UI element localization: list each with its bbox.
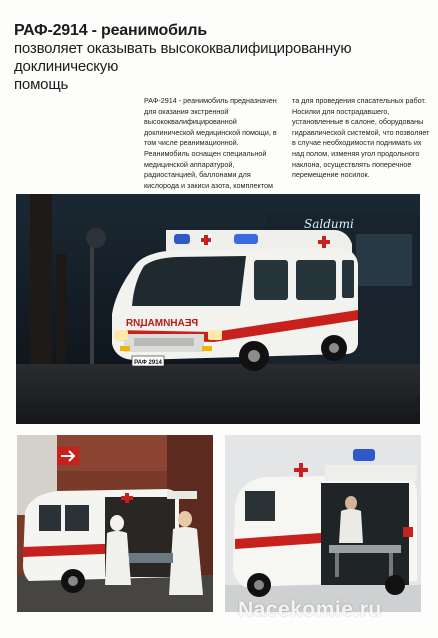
body-column-2	[292, 96, 432, 181]
watermark: Nacekomie.ru	[238, 598, 382, 621]
license-plate: РАФ 2914	[134, 360, 162, 366]
headline-line-3: помощь	[14, 76, 69, 93]
body-text-1: РАФ-2914 - реанимобиль предназначен для оказания экстренной высококвалифицированной доклинической медицинской помощи, в том числе реанимационной. Реанимобиль оснащен специальной медицинской аппаратурой, радиостанцией, баллонами для кислорода и закиси азота, комплектом	[144, 96, 277, 190]
neon-sign: Saldumi	[304, 217, 354, 231]
hood-lettering: РЕАНИМАЦИЯ	[125, 318, 199, 329]
photo-loading-stretcher	[17, 435, 213, 612]
photo-ambulance-night	[16, 194, 420, 424]
headline-line-2: позволяет оказывать высококвалифицированную доклиническую	[14, 40, 352, 75]
photo-rear-interior	[225, 435, 421, 612]
body-column-1	[144, 96, 282, 202]
body-text-2: та для проведения спасательных работ. Носилки для пострадавшего, установленные в салоне, оборудованы гидравлической системой, что позволяет в случае необходимости поднимать их над полом, изменяя угол продольного наклона, осуществлять поперечное перемещение носилок.	[292, 96, 430, 180]
headline-line-1: РАФ-2914 - реанимобиль	[14, 22, 208, 39]
headline	[14, 22, 424, 94]
